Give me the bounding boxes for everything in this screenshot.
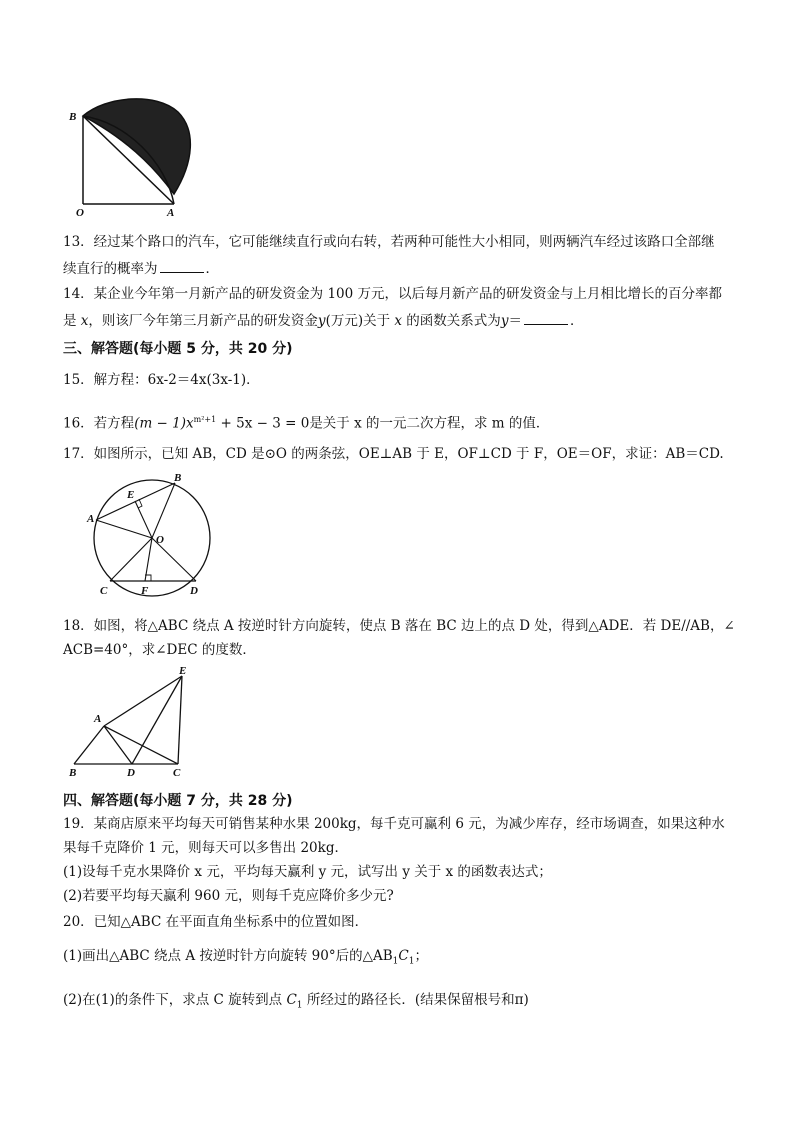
q18-line1: 18．如图，将△ABC 绕点 A 按逆时针方向旋转，使点 B 落在 BC 边上的点 D 处，得到△ADE．若 DE//AB，∠ xyxy=(63,618,735,634)
segment-DE xyxy=(132,676,182,764)
segment-EC xyxy=(178,676,182,764)
label-A: A xyxy=(87,513,95,525)
label-B: B xyxy=(174,472,182,484)
label-O: O xyxy=(76,207,84,219)
label-A: A xyxy=(94,713,102,725)
label-B: B xyxy=(69,111,77,123)
label-B: B xyxy=(69,767,77,779)
shaded-region xyxy=(83,99,190,194)
segment-AB xyxy=(74,726,104,764)
q16-text: 16．若方程$(m - 1)x^{m^2+1} + 5x - 3 = 0$是关于 x 的一元二次方程，求 m 的值． xyxy=(63,415,550,432)
section-3-title: 三、解答题(每小题 5 分，共 20 分) xyxy=(63,341,293,357)
segment-AE xyxy=(104,676,182,726)
q19-line1: 19．某商店原来平均每天可销售某种水果 200kg，每千克可赢利 6 元，为减少库存，经市场调查，如果这种水 xyxy=(63,816,725,832)
q13-line2: 续直行的概率为 ． xyxy=(63,258,219,279)
segment-OE xyxy=(135,501,152,538)
q15-text: 15．解方程：6x-2＝4x(3x-1)． xyxy=(63,372,260,388)
label-F: F xyxy=(141,585,149,597)
label-O: O xyxy=(156,534,164,546)
label-A: A xyxy=(167,207,175,219)
q18-line2: ACB=40°，求∠DEC 的度数． xyxy=(63,642,256,658)
figure-rotation-triangle xyxy=(64,664,204,784)
label-D: D xyxy=(190,585,198,597)
q14-line2: 是 x，则该厂今年第三月新产品的研发资金y(万元)关于 x 的函数关系式为y＝ ． xyxy=(63,310,583,331)
q20-part1: (1)画出△ABC 绕点 A 按逆时针方向旋转 90°后的$\triangle AB_1C_1$； xyxy=(63,948,428,967)
q20-line1: 20．已知△ABC 在平面直角坐标系中的位置如图． xyxy=(63,914,369,930)
q19-line2: 果每千克降价 1 元，则每天可以多售出 20kg． xyxy=(63,840,348,856)
q13-line1: 13．经过某个路口的汽车，它可能继续直行或向右转，若两种可能性大小相同，则两辆汽车经过该路口全部继 xyxy=(63,234,715,250)
segment-AD xyxy=(104,726,132,764)
q20-part2: (2)在(1)的条件下，求点 C 旋转到点 $C_1$ 所经过的路径长．(结果保留根号和π) xyxy=(63,992,529,1011)
segment-OB xyxy=(152,483,175,538)
label-D: D xyxy=(127,767,135,779)
label-C: C xyxy=(173,767,181,779)
q17-text: 17．如图所示，已知 AB，CD 是⊙O 的两条弦，OE⊥AB 于 E，OF⊥CD 于 F，OE＝OF，求证：AB＝CD. xyxy=(63,446,724,462)
q19-part1: (1)设每千克水果降价 x 元，平均每天赢利 y 元，试写出 y 关于 x 的函数表达式； xyxy=(63,864,552,880)
label-E: E xyxy=(127,489,135,501)
figure-semicircle xyxy=(66,92,216,222)
q19-part2: (2)若要平均每天赢利 960 元，则每千克应降价多少元? xyxy=(63,888,394,904)
segment-OA xyxy=(96,520,152,538)
answer-blank-14[interactable] xyxy=(524,310,568,325)
q14-line1: 14．某企业今年第一月新产品的研发资金为 100 万元，以后每月新产品的研发资金与上月相比增长的百分率都 xyxy=(63,286,723,302)
section-4-title: 四、解答题(每小题 7 分，共 28 分) xyxy=(63,793,293,809)
figure-circle-chords xyxy=(82,470,222,600)
label-C: C xyxy=(100,585,108,597)
label-E: E xyxy=(179,665,187,677)
segment-AC xyxy=(104,726,178,764)
answer-blank-13[interactable] xyxy=(160,258,204,273)
